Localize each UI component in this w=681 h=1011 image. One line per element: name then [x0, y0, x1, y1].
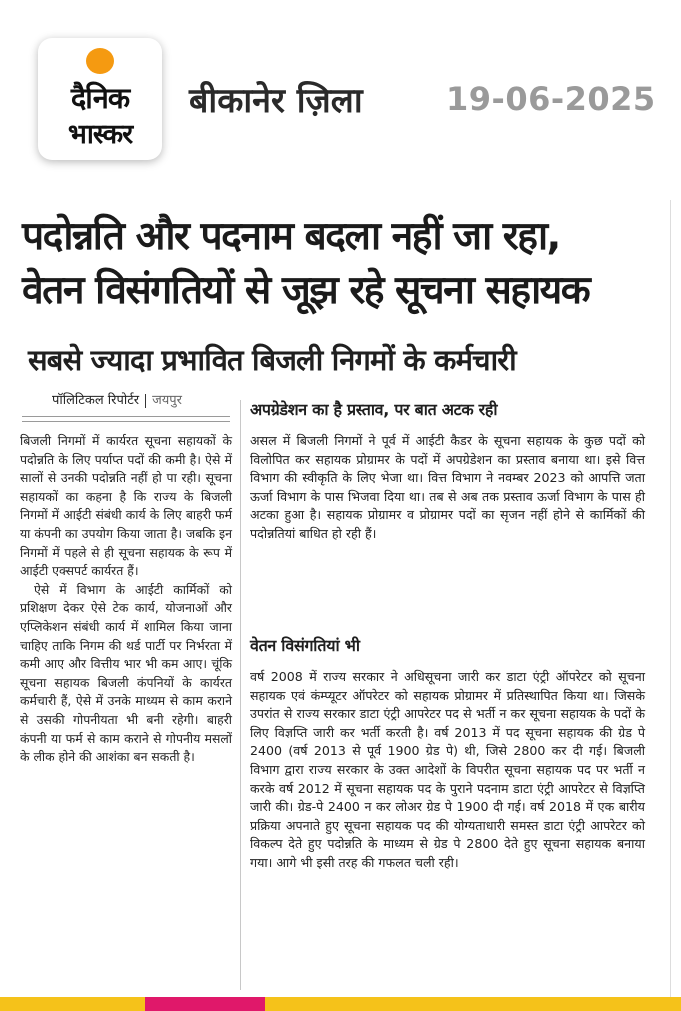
section-heading-upgradation: अपग्रेडेशन का है प्रस्ताव, पर बात अटक रही: [250, 400, 498, 419]
logo-text-line1: दैनिक: [70, 81, 130, 115]
newspaper-logo: [38, 38, 162, 160]
byline-reporter: पॉलिटिकल रिपोर्टर: [52, 393, 140, 408]
divider-rule: [22, 416, 230, 417]
publication-date: 19-06-2025: [446, 80, 656, 118]
section-body-pay-anomalies: वर्ष 2008 में राज्य सरकार ने अधिसूचना जारी कर डाटा एंट्री ऑपरेटर को सूचना सहायक एवं कंम्प्यूटर ऑपरेटर को सहायक प्रोग्रामर में प्रतिस्थापित किया था। जिसके उपरांत से राज्य सरकार डाटा एंट्री आपरेटर पद से भर्ती न कर सूचना सहायक के पदों के लिए विज्ञप्ति जारी कर भर्ती करती है। वर्ष 2013 में पद सूचना सहायक की ग्रेड पे 2400 (वर्ष 2013 से पूर्व 1900 ग्रेड पे) थी, जिसे 2800 कर दी गई। बिजली विभाग द्वारा राज्य सरकार के उक्त आदेशों के विपरीत सूचना सहायक पद पर भर्ती न करके वर्ष 2012 में सूचना सहायक पद के पुराने पदनाम डाटा एंट्री आपरेटर से विज्ञप्ति जारी की। ग्रेड-पे 2400 न कर लोअर ग्रेड पे 1900 दी गई। वर्ष 2018 में एक बारीय प्रक्रिया अपनाते हुए सूचना सहायक पद की योग्यताधारी समस्त डाटा एंट्री आपरेटर को विकल्प देते हुए पदोन्नति के माध्यम से ग्रेड पे 2800 देते हुए सूचना सहायक बनाया गया। आगे भी इसी तरह की गफलत चली रही।: [250, 669, 645, 870]
divider-rule: [22, 421, 230, 422]
section-heading-pay-anomalies: वेतन विसंगतियां भी: [250, 636, 360, 655]
logo-text-line2: भास्कर: [67, 119, 133, 150]
bottom-accent-block: [145, 997, 265, 1011]
headline-line-1: पदोन्नति और पदनाम बदला नहीं जा रहा,: [22, 214, 560, 259]
article-headline: [22, 210, 667, 318]
sun-logo-icon: [86, 48, 114, 74]
adjacent-article-edge: [670, 200, 681, 1000]
byline-separator: [145, 394, 146, 408]
byline: [52, 390, 182, 408]
left-paragraph-1: बिजली निगमों में कार्यरत सूचना सहायकों के पदोन्नति के लिए पर्याप्त पदों की कमी है। ऐसे में सालों से उनकी पदोन्नति नहीं हो पा रही। सूचना सहायकों का कहना है कि राज्य के बिजली निगमों में आईटी संबंधी कार्य के लिए बाहरी फर्म या कंपनी का उपयोग किया जाता है। जबकि इन निगमों में पहले से ही सूचना सहायक के रूप में आईटी एक्सपर्ट कार्यरत हैं।: [20, 433, 232, 579]
section-body-upgradation: असल में बिजली निगमों ने पूर्व में आईटी कैडर के सूचना सहायक के कुछ पदों को विलोपित कर सहायक प्रोग्रामर के पदों में अपग्रेडेशन का प्रस्ताव बनाया था। इसे वित्त विभाग की स्वीकृति के लिए भेजा था। वित्त विभाग ने नवम्बर 2023 को आपत्ति जता ऊर्जा विभाग के पास भिजवा दिया था। तब से अब तक प्रस्ताव ऊर्जा विभाग के पास ही अटका हुआ है। सहायक प्रोग्रामर व प्रोग्रामर पदों का सृजन नहीं होने से कार्मिकों की पदोन्नतियां बाधित हो रही हैं।: [250, 433, 645, 541]
column-divider: [240, 400, 241, 990]
headline-line-2: वेतन विसंगतियों से जूझ रहे सूचना सहायक: [22, 268, 590, 313]
byline-city: जयपुर: [152, 393, 182, 408]
bottom-color-bar: [0, 997, 681, 1011]
left-column: [20, 432, 232, 767]
district-label: बीकानेर ज़िला: [189, 81, 363, 121]
left-paragraph-2: ऐसे में विभाग के आईटी कार्मिकों को प्रशिक्षण देकर ऐसे टेक कार्य, योजनाओं और एप्लिकेशन संबंधी कार्य में शामिल किया जाना चाहिए ताकि निगम की थर्ड पार्टी पर निर्भरता में कमी आए और वित्तीय भार भी कम आए। चूंकि सूचना सहायक बिजली कंपनियों के कार्यरत कर्मचारी हैं, ऐसे में उनके माध्यम से काम कराने से उसकी गोपनीयता भी बनी रहेगी। बाहरी कंपनी या फर्म से काम कराने से गोपनीय मसलों के लीक होने की आशंका बन सकती है।: [20, 581, 232, 765]
article-subheadline: सबसे ज्यादा प्रभावित बिजली निगमों के कर्मचारी: [28, 343, 516, 377]
